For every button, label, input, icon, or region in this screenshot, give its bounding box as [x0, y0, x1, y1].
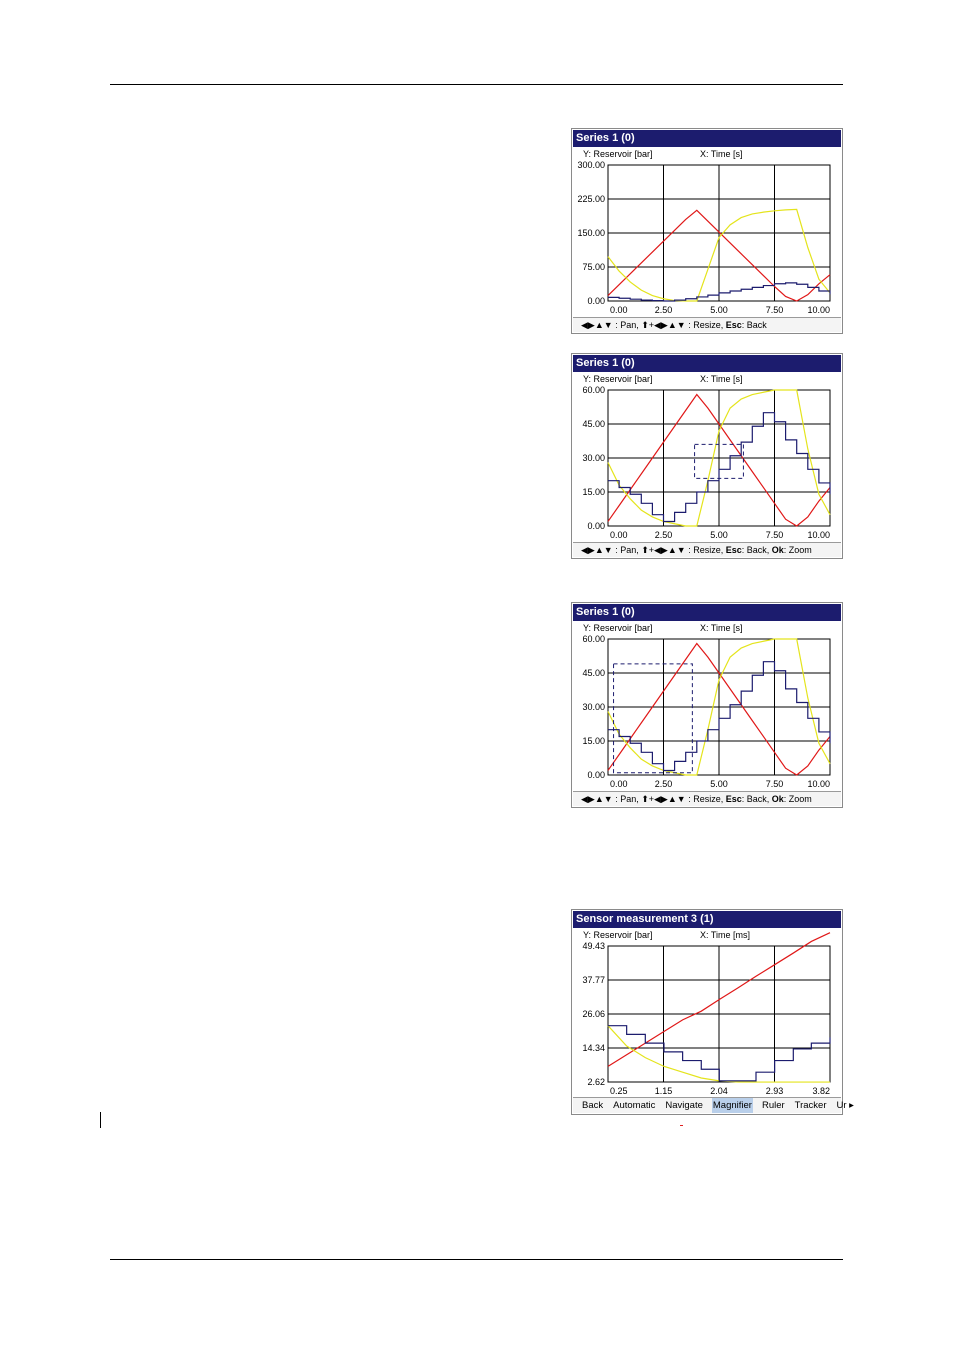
footer-rule: [110, 1259, 843, 1260]
window-title: Sensor measurement 3 (1): [573, 911, 841, 928]
arrow-keys-icon: ◀▶▲▼: [581, 794, 613, 804]
y-tick-label: 45.00: [582, 419, 605, 429]
y-tick-label: 49.43: [582, 941, 605, 951]
x-axis-label: X: Time [s]: [700, 374, 743, 384]
y-axis-label: Y: Reservoir [bar]: [583, 374, 653, 384]
y-tick-label: 0.00: [587, 770, 605, 780]
plot-area[interactable]: [572, 129, 844, 335]
menu-magnifier[interactable]: Magnifier: [712, 1100, 752, 1111]
arrow-keys-icon: ◀▶▲▼: [581, 545, 613, 555]
menu-tracker[interactable]: Tracker: [794, 1100, 827, 1111]
y-tick-label: 225.00: [577, 194, 605, 204]
shift-arrow-keys-icon: ⬆+◀▶▲▼: [641, 794, 686, 804]
arrow-keys-icon: ◀▶▲▼: [581, 320, 613, 330]
shift-arrow-keys-icon: ⬆+◀▶▲▼: [641, 320, 686, 330]
esc-key: Esc: [725, 545, 742, 555]
x-tick-label: 2.50: [654, 530, 673, 540]
y-tick-label: 37.77: [582, 975, 605, 985]
header-rule: [110, 84, 843, 85]
x-axis-label: X: Time [s]: [700, 623, 743, 633]
y-tick-label: 15.00: [582, 487, 605, 497]
menu-navigate[interactable]: Navigate: [665, 1100, 703, 1111]
menu-more[interactable]: Ur ▸: [836, 1100, 854, 1111]
y-tick-label: 75.00: [582, 262, 605, 272]
x-tick-label: 2.50: [654, 305, 673, 315]
status-bar: [573, 542, 841, 557]
shift-arrow-keys-icon: ⬆+◀▶▲▼: [641, 545, 686, 555]
softkey-menu-bar: [573, 1097, 854, 1113]
menu-ruler[interactable]: Ruler: [761, 1100, 785, 1111]
x-tick-label: 1.15: [654, 1086, 673, 1096]
x-tick-label: 7.50: [765, 530, 784, 540]
y-tick-label: 15.00: [582, 736, 605, 746]
status-bar: [573, 791, 841, 806]
x-tick-label: 3.82: [812, 1086, 830, 1096]
red-mark: [680, 1125, 683, 1126]
x-tick-label: 5.00: [710, 305, 728, 315]
y-tick-label: 26.06: [582, 1009, 605, 1019]
chart-screen-sensor-measurement: [571, 909, 854, 1115]
y-tick-label: 150.00: [577, 228, 605, 238]
x-tick-label: 0.00: [610, 305, 628, 315]
status-bar: [573, 317, 841, 332]
x-tick-label: 2.04: [710, 1086, 728, 1096]
pan-hint: : Pan,: [615, 320, 639, 330]
ok-key: Ok: [771, 794, 784, 804]
x-tick-label: 5.00: [710, 530, 728, 540]
x-tick-label: 5.00: [710, 779, 728, 789]
back-hint: : Back: [741, 320, 767, 330]
y-axis-label: Y: Reservoir [bar]: [583, 930, 653, 940]
esc-key: Esc: [725, 320, 742, 330]
x-tick-label: 0.25: [610, 1086, 628, 1096]
y-tick-label: 0.00: [587, 296, 605, 306]
chart-screen-zoom-box-resized: [571, 602, 843, 808]
resize-hint: : Resize,: [688, 794, 724, 804]
plot-area[interactable]: [572, 910, 844, 1116]
back-hint: : Back,: [741, 545, 770, 555]
x-tick-label: 0.00: [610, 779, 628, 789]
x-tick-label: 0.00: [610, 530, 628, 540]
x-tick-label: 7.50: [765, 305, 784, 315]
y-tick-label: 45.00: [582, 668, 605, 678]
window-title: Series 1 (0): [573, 130, 841, 147]
y-tick-label: 60.00: [582, 634, 605, 644]
x-axis-label: X: Time [ms]: [700, 930, 751, 940]
y-tick-label: 30.00: [582, 702, 605, 712]
y-tick-label: 0.00: [587, 521, 605, 531]
resize-hint: : Resize,: [688, 320, 724, 330]
y-axis-label: Y: Reservoir [bar]: [583, 623, 653, 633]
y-tick-label: 14.34: [582, 1043, 605, 1053]
window-title: Series 1 (0): [573, 604, 841, 621]
zoom-hint: : Zoom: [783, 545, 812, 555]
x-tick-label: 2.93: [765, 1086, 784, 1096]
y-tick-label: 60.00: [582, 385, 605, 395]
chart-screen-zoom-box: [571, 353, 843, 559]
window-title: Series 1 (0): [573, 355, 841, 372]
plot-area[interactable]: [572, 603, 844, 809]
resize-hint: : Resize,: [688, 545, 724, 555]
x-tick-label: 10.00: [807, 305, 830, 315]
back-hint: : Back,: [741, 794, 770, 804]
plot-area[interactable]: [572, 354, 844, 560]
chart-screen-full-view: [571, 128, 843, 334]
x-tick-label: 7.50: [765, 779, 784, 789]
change-bar: [100, 1112, 101, 1128]
y-axis-label: Y: Reservoir [bar]: [583, 149, 653, 159]
y-tick-label: 300.00: [577, 160, 605, 170]
y-tick-label: 30.00: [582, 453, 605, 463]
y-tick-label: 2.62: [587, 1077, 605, 1087]
x-axis-label: X: Time [s]: [700, 149, 743, 159]
zoom-hint: : Zoom: [783, 794, 812, 804]
x-tick-label: 2.50: [654, 779, 673, 789]
menu-back[interactable]: Back: [582, 1100, 604, 1111]
menu-automatic[interactable]: Automatic: [613, 1100, 656, 1111]
ok-key: Ok: [771, 545, 784, 555]
pan-hint: : Pan,: [615, 545, 639, 555]
esc-key: Esc: [725, 794, 742, 804]
x-tick-label: 10.00: [807, 530, 830, 540]
x-tick-label: 10.00: [807, 779, 830, 789]
pan-hint: : Pan,: [615, 794, 639, 804]
